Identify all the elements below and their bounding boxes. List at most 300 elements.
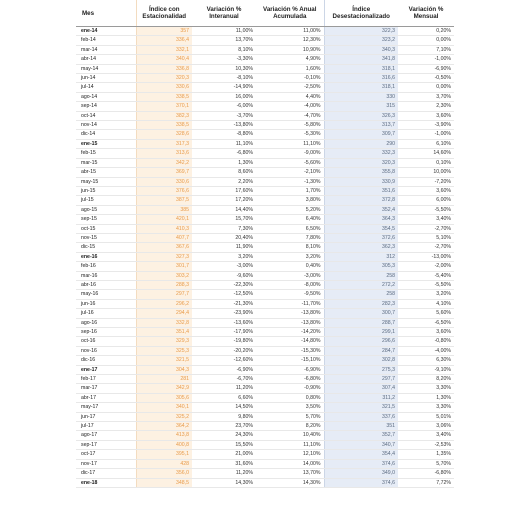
cell-var-mensual: -0,50% <box>398 74 454 83</box>
table-row <box>76 168 454 177</box>
table-row <box>76 365 454 374</box>
cell-var-anual: -6,80% <box>256 375 324 384</box>
cell-var-mensual: -3,90% <box>398 121 454 130</box>
cell-indice-desest: 290 <box>324 139 398 148</box>
cell-mes: nov-17 <box>76 459 136 468</box>
table-row <box>76 55 454 64</box>
cell-var-anual: 7,80% <box>256 233 324 242</box>
table-row <box>76 459 454 468</box>
cell-mes: nov-16 <box>76 346 136 355</box>
header-indice-desest: Índice Desestacionalizado <box>324 0 398 27</box>
cell-indice: 369,7 <box>136 168 192 177</box>
cell-mes: oct-15 <box>76 224 136 233</box>
table-row <box>76 262 454 271</box>
cell-var-interanual: 21,00% <box>192 450 256 459</box>
cell-var-interanual: -13,60% <box>192 318 256 327</box>
table-row <box>76 224 454 233</box>
cell-mes: jun-15 <box>76 186 136 195</box>
cell-indice: 332,1 <box>136 45 192 54</box>
cell-mes: ene-14 <box>76 27 136 36</box>
cell-var-anual: 11,10% <box>256 440 324 449</box>
cell-var-mensual: -2,70% <box>398 224 454 233</box>
cell-mes: mar-17 <box>76 384 136 393</box>
cell-indice-desest: 315 <box>324 102 398 111</box>
cell-mes: sep-16 <box>76 328 136 337</box>
cell-mes: feb-15 <box>76 149 136 158</box>
table-row <box>76 130 454 139</box>
cell-var-interanual: -8,80% <box>192 130 256 139</box>
cell-indice-desest: 302,8 <box>324 356 398 365</box>
cell-indice: 301,7 <box>136 262 192 271</box>
cell-indice: 332,8 <box>136 318 192 327</box>
cell-indice: 305,6 <box>136 393 192 402</box>
cell-indice-desest: 275,3 <box>324 365 398 374</box>
cell-mes: dic-15 <box>76 243 136 252</box>
cell-indice-desest: 321,5 <box>324 403 398 412</box>
table-row <box>76 346 454 355</box>
table-row <box>76 83 454 92</box>
cell-mes: nov-14 <box>76 121 136 130</box>
table-row <box>76 186 454 195</box>
table-row <box>76 45 454 54</box>
cell-var-interanual: -6,70% <box>192 375 256 384</box>
cell-mes: mar-16 <box>76 271 136 280</box>
cell-indice: 387,5 <box>136 196 192 205</box>
cell-mes: feb-16 <box>76 262 136 271</box>
cell-indice: 413,8 <box>136 431 192 440</box>
cell-var-anual: -2,50% <box>256 83 324 92</box>
cell-indice: 382,3 <box>136 111 192 120</box>
cell-indice-desest: 258 <box>324 290 398 299</box>
cell-var-anual: -4,00% <box>256 102 324 111</box>
cell-var-interanual: -22,30% <box>192 280 256 289</box>
cell-var-mensual: 5,70% <box>398 459 454 468</box>
table-row <box>76 196 454 205</box>
table-row <box>76 233 454 242</box>
cell-indice: 370,1 <box>136 102 192 111</box>
cell-var-mensual: -6,90% <box>398 64 454 73</box>
cell-indice-desest: 296,6 <box>324 337 398 346</box>
cell-var-interanual: 15,50% <box>192 440 256 449</box>
cell-indice-desest: 352,4 <box>324 205 398 214</box>
cell-indice: 325,3 <box>136 346 192 355</box>
cell-indice: 281 <box>136 375 192 384</box>
cell-indice: 407,7 <box>136 233 192 242</box>
cell-var-anual: -13,80% <box>256 318 324 327</box>
cell-var-anual: 5,70% <box>256 412 324 421</box>
cell-var-anual: 1,70% <box>256 186 324 195</box>
cell-var-anual: 8,20% <box>256 422 324 431</box>
cell-var-anual: -4,70% <box>256 111 324 120</box>
cell-var-anual: 4,90% <box>256 55 324 64</box>
cell-var-mensual: 5,01% <box>398 412 454 421</box>
cell-var-anual: 1,60% <box>256 64 324 73</box>
table-row <box>76 422 454 431</box>
cell-indice: 400,8 <box>136 440 192 449</box>
cell-mes: oct-14 <box>76 111 136 120</box>
cell-var-interanual: -6,00% <box>192 102 256 111</box>
cell-var-mensual: -5,50% <box>398 205 454 214</box>
cell-var-interanual: -23,90% <box>192 309 256 318</box>
cell-var-mensual: -4,00% <box>398 346 454 355</box>
cell-indice: 330,6 <box>136 177 192 186</box>
cell-var-mensual: -5,50% <box>398 280 454 289</box>
cell-mes: jun-17 <box>76 412 136 421</box>
cell-var-mensual: 3,20% <box>398 290 454 299</box>
cell-var-mensual: 0,00% <box>398 36 454 45</box>
cell-var-mensual: -2,53% <box>398 440 454 449</box>
cell-var-mensual: 3,60% <box>398 328 454 337</box>
data-table <box>76 0 454 488</box>
cell-indice-desest: 297,7 <box>324 375 398 384</box>
cell-var-anual: -8,00% <box>256 280 324 289</box>
cell-mes: jun-14 <box>76 74 136 83</box>
table-row <box>76 393 454 402</box>
cell-indice: 342,2 <box>136 158 192 167</box>
cell-mes: nov-15 <box>76 233 136 242</box>
cell-var-anual: -5,30% <box>256 130 324 139</box>
table-row <box>76 139 454 148</box>
cell-indice: 336,8 <box>136 64 192 73</box>
cell-mes: ene-17 <box>76 365 136 374</box>
cell-indice-desest: 316,6 <box>324 74 398 83</box>
cell-var-mensual: 10,00% <box>398 168 454 177</box>
cell-var-interanual: -21,30% <box>192 299 256 308</box>
cell-var-interanual: -14,90% <box>192 83 256 92</box>
cell-indice-desest: 312 <box>324 252 398 261</box>
cell-indice-desest: 341,8 <box>324 55 398 64</box>
cell-indice-desest: 288,7 <box>324 318 398 327</box>
cell-indice-desest: 340,3 <box>324 45 398 54</box>
cell-mes: ago-14 <box>76 92 136 101</box>
header-mes: Mes <box>76 0 136 27</box>
cell-indice-desest: 340,7 <box>324 440 398 449</box>
cell-var-anual: 11,00% <box>256 27 324 36</box>
cell-mes: oct-17 <box>76 450 136 459</box>
table-row <box>76 111 454 120</box>
table-row <box>76 356 454 365</box>
cell-var-anual: 3,50% <box>256 403 324 412</box>
table-row <box>76 469 454 478</box>
cell-var-mensual: -2,00% <box>398 262 454 271</box>
table-row <box>76 149 454 158</box>
cell-var-mensual: -6,80% <box>398 469 454 478</box>
cell-var-interanual: 8,10% <box>192 45 256 54</box>
cell-var-anual: 0,40% <box>256 262 324 271</box>
cell-indice: 420,1 <box>136 215 192 224</box>
header-indice: Índice con Estacionalidad <box>136 0 192 27</box>
cell-var-interanual: 11,00% <box>192 27 256 36</box>
cell-var-anual: -0,10% <box>256 74 324 83</box>
cell-indice: 356,0 <box>136 469 192 478</box>
cell-mes: may-16 <box>76 290 136 299</box>
table-row <box>76 74 454 83</box>
cell-var-mensual: 6,30% <box>398 356 454 365</box>
cell-mes: feb-17 <box>76 375 136 384</box>
cell-indice-desest: 282,3 <box>324 299 398 308</box>
cell-indice: 327,3 <box>136 252 192 261</box>
cell-var-anual: 6,40% <box>256 215 324 224</box>
cell-indice-desest: 372,8 <box>324 196 398 205</box>
cell-var-anual: 4,40% <box>256 92 324 101</box>
cell-var-mensual: 3,40% <box>398 215 454 224</box>
cell-indice: 364,2 <box>136 422 192 431</box>
cell-indice-desest: 354,4 <box>324 450 398 459</box>
cell-var-anual: 3,80% <box>256 196 324 205</box>
cell-var-interanual: 11,90% <box>192 243 256 252</box>
cell-var-anual: 5,20% <box>256 205 324 214</box>
table-row <box>76 177 454 186</box>
table-row <box>76 337 454 346</box>
table-row <box>76 328 454 337</box>
cell-mes: ago-17 <box>76 431 136 440</box>
cell-indice-desest: 305,3 <box>324 262 398 271</box>
cell-indice-desest: 299,1 <box>324 328 398 337</box>
cell-mes: dic-17 <box>76 469 136 478</box>
cell-indice-desest: 318,1 <box>324 83 398 92</box>
table-row <box>76 92 454 101</box>
cell-mes: jul-14 <box>76 83 136 92</box>
table-row <box>76 318 454 327</box>
table-row <box>76 27 454 36</box>
cell-mes: mar-15 <box>76 158 136 167</box>
cell-var-interanual: 23,70% <box>192 422 256 431</box>
cell-var-interanual: 9,80% <box>192 412 256 421</box>
cell-indice-desest: 322,3 <box>324 27 398 36</box>
cell-indice-desest: 313,7 <box>324 121 398 130</box>
cell-indice: 376,6 <box>136 186 192 195</box>
cell-indice: 303,2 <box>136 271 192 280</box>
cell-var-mensual: 7,10% <box>398 45 454 54</box>
cell-var-interanual: 7,30% <box>192 224 256 233</box>
cell-var-mensual: 3,60% <box>398 186 454 195</box>
cell-mes: may-17 <box>76 403 136 412</box>
table-row <box>76 431 454 440</box>
cell-indice: 385 <box>136 205 192 214</box>
cell-var-interanual: 2,20% <box>192 177 256 186</box>
cell-var-mensual: 3,40% <box>398 431 454 440</box>
cell-indice-desest: 362,3 <box>324 243 398 252</box>
table-row <box>76 450 454 459</box>
cell-indice: 351,4 <box>136 328 192 337</box>
table-header <box>76 0 454 27</box>
header-var-mensual: Variación % Mensual <box>398 0 454 27</box>
cell-indice: 294,4 <box>136 309 192 318</box>
table-row <box>76 478 454 487</box>
cell-var-interanual: 15,70% <box>192 215 256 224</box>
cell-var-mensual: -7,20% <box>398 177 454 186</box>
cell-var-interanual: -8,10% <box>192 74 256 83</box>
cell-indice-desest: 332,3 <box>324 149 398 158</box>
table-row <box>76 243 454 252</box>
cell-mes: oct-16 <box>76 337 136 346</box>
cell-var-anual: 14,00% <box>256 459 324 468</box>
table-row <box>76 412 454 421</box>
cell-var-mensual: 3,30% <box>398 403 454 412</box>
cell-var-anual: -15,10% <box>256 356 324 365</box>
cell-indice-desest: 364,3 <box>324 215 398 224</box>
cell-var-interanual: 13,70% <box>192 36 256 45</box>
cell-var-interanual: -6,80% <box>192 149 256 158</box>
cell-var-anual: -0,90% <box>256 384 324 393</box>
cell-var-interanual: -19,80% <box>192 337 256 346</box>
cell-mes: may-15 <box>76 177 136 186</box>
cell-var-mensual: 3,30% <box>398 384 454 393</box>
table-row <box>76 299 454 308</box>
cell-indice-desest: 372,6 <box>324 233 398 242</box>
cell-var-interanual: 14,50% <box>192 403 256 412</box>
cell-var-mensual: 8,20% <box>398 375 454 384</box>
cell-var-interanual: -12,50% <box>192 290 256 299</box>
cell-var-mensual: 0,10% <box>398 158 454 167</box>
cell-var-interanual: -3,70% <box>192 111 256 120</box>
cell-var-anual: -15,30% <box>256 346 324 355</box>
cell-indice-desest: 284,7 <box>324 346 398 355</box>
cell-var-mensual: -13,00% <box>398 252 454 261</box>
cell-indice: 410,3 <box>136 224 192 233</box>
cell-var-anual: 6,50% <box>256 224 324 233</box>
cell-mes: abr-17 <box>76 393 136 402</box>
cell-var-anual: -11,70% <box>256 299 324 308</box>
cell-var-anual: -9,50% <box>256 290 324 299</box>
cell-var-anual: 13,70% <box>256 469 324 478</box>
cell-indice-desest: 355,8 <box>324 168 398 177</box>
cell-var-interanual: -6,90% <box>192 365 256 374</box>
cell-var-interanual: 6,60% <box>192 393 256 402</box>
cell-mes: sep-17 <box>76 440 136 449</box>
cell-var-mensual: 1,35% <box>398 450 454 459</box>
cell-mes: ago-16 <box>76 318 136 327</box>
table-row <box>76 215 454 224</box>
cell-var-interanual: 8,60% <box>192 168 256 177</box>
cell-indice: 348,5 <box>136 478 192 487</box>
cell-indice-desest: 326,3 <box>324 111 398 120</box>
cell-indice-desest: 354,5 <box>324 224 398 233</box>
cell-mes: feb-14 <box>76 36 136 45</box>
cell-var-mensual: 1,30% <box>398 393 454 402</box>
cell-mes: abr-14 <box>76 55 136 64</box>
cell-var-anual: -13,80% <box>256 309 324 318</box>
cell-mes: dic-16 <box>76 356 136 365</box>
cell-var-mensual: 6,10% <box>398 139 454 148</box>
cell-indice: 340,1 <box>136 403 192 412</box>
cell-indice-desest: 351,6 <box>324 186 398 195</box>
cell-var-interanual: 16,00% <box>192 92 256 101</box>
cell-var-anual: -9,00% <box>256 149 324 158</box>
cell-indice: 320,3 <box>136 74 192 83</box>
table-row <box>76 102 454 111</box>
cell-var-interanual: -13,80% <box>192 121 256 130</box>
table-row <box>76 309 454 318</box>
cell-var-mensual: 5,60% <box>398 309 454 318</box>
cell-indice-desest: 323,2 <box>324 36 398 45</box>
cell-var-interanual: 17,60% <box>192 186 256 195</box>
header-var-anual: Variación % Anual Acumulada <box>256 0 324 27</box>
cell-var-mensual: 0,20% <box>398 27 454 36</box>
cell-mes: mar-14 <box>76 45 136 54</box>
cell-indice-desest: 300,7 <box>324 309 398 318</box>
cell-indice-desest: 309,7 <box>324 130 398 139</box>
cell-var-anual: 12,30% <box>256 36 324 45</box>
cell-var-mensual: 3,70% <box>398 92 454 101</box>
table-row <box>76 252 454 261</box>
cell-indice: 330,6 <box>136 83 192 92</box>
cell-var-anual: 10,40% <box>256 431 324 440</box>
table-row <box>76 64 454 73</box>
cell-indice-desest: 374,6 <box>324 459 398 468</box>
cell-var-interanual: 1,30% <box>192 158 256 167</box>
cell-var-interanual: -20,20% <box>192 346 256 355</box>
cell-var-mensual: 4,10% <box>398 299 454 308</box>
cell-mes: jul-17 <box>76 422 136 431</box>
cell-var-interanual: -12,60% <box>192 356 256 365</box>
cell-var-mensual: 6,00% <box>398 196 454 205</box>
cell-indice: 317,3 <box>136 139 192 148</box>
cell-var-anual: -6,90% <box>256 365 324 374</box>
cell-indice-desest: 374,6 <box>324 478 398 487</box>
cell-indice-desest: 318,1 <box>324 64 398 73</box>
cell-mes: sep-14 <box>76 102 136 111</box>
cell-mes: dic-14 <box>76 130 136 139</box>
cell-indice-desest: 272,2 <box>324 280 398 289</box>
cell-var-mensual: 3,60% <box>398 111 454 120</box>
data-table-container <box>76 0 454 488</box>
cell-var-anual: -3,00% <box>256 271 324 280</box>
cell-var-mensual: -0,80% <box>398 337 454 346</box>
cell-var-anual: 11,10% <box>256 139 324 148</box>
table-row <box>76 290 454 299</box>
cell-var-interanual: -3,00% <box>192 262 256 271</box>
cell-indice: 338,5 <box>136 92 192 101</box>
cell-var-anual: 8,10% <box>256 243 324 252</box>
table-row <box>76 121 454 130</box>
table-row <box>76 271 454 280</box>
cell-var-anual: 0,80% <box>256 393 324 402</box>
table-row <box>76 440 454 449</box>
cell-var-interanual: -9,60% <box>192 271 256 280</box>
cell-indice: 367,6 <box>136 243 192 252</box>
cell-indice: 321,5 <box>136 356 192 365</box>
cell-var-interanual: 17,20% <box>192 196 256 205</box>
cell-indice: 296,2 <box>136 299 192 308</box>
table-row <box>76 205 454 214</box>
cell-mes: jul-15 <box>76 196 136 205</box>
cell-var-mensual: -2,70% <box>398 243 454 252</box>
cell-var-anual: 14,30% <box>256 478 324 487</box>
cell-var-mensual: 7,72% <box>398 478 454 487</box>
table-row <box>76 384 454 393</box>
cell-var-anual: -1,30% <box>256 177 324 186</box>
cell-indice: 288,3 <box>136 280 192 289</box>
table-row <box>76 403 454 412</box>
cell-mes: abr-15 <box>76 168 136 177</box>
cell-var-anual: 12,10% <box>256 450 324 459</box>
cell-indice: 395,1 <box>136 450 192 459</box>
cell-indice-desest: 337,6 <box>324 412 398 421</box>
cell-indice-desest: 330,9 <box>324 177 398 186</box>
cell-mes: jun-16 <box>76 299 136 308</box>
cell-var-mensual: -1,00% <box>398 55 454 64</box>
cell-indice: 342,9 <box>136 384 192 393</box>
cell-indice-desest: 349,0 <box>324 469 398 478</box>
cell-var-mensual: 14,60% <box>398 149 454 158</box>
cell-var-interanual: 31,60% <box>192 459 256 468</box>
cell-var-mensual: -5,40% <box>398 271 454 280</box>
cell-var-interanual: 14,40% <box>192 205 256 214</box>
cell-indice-desest: 352,7 <box>324 431 398 440</box>
cell-mes: ene-18 <box>76 478 136 487</box>
cell-mes: sep-15 <box>76 215 136 224</box>
